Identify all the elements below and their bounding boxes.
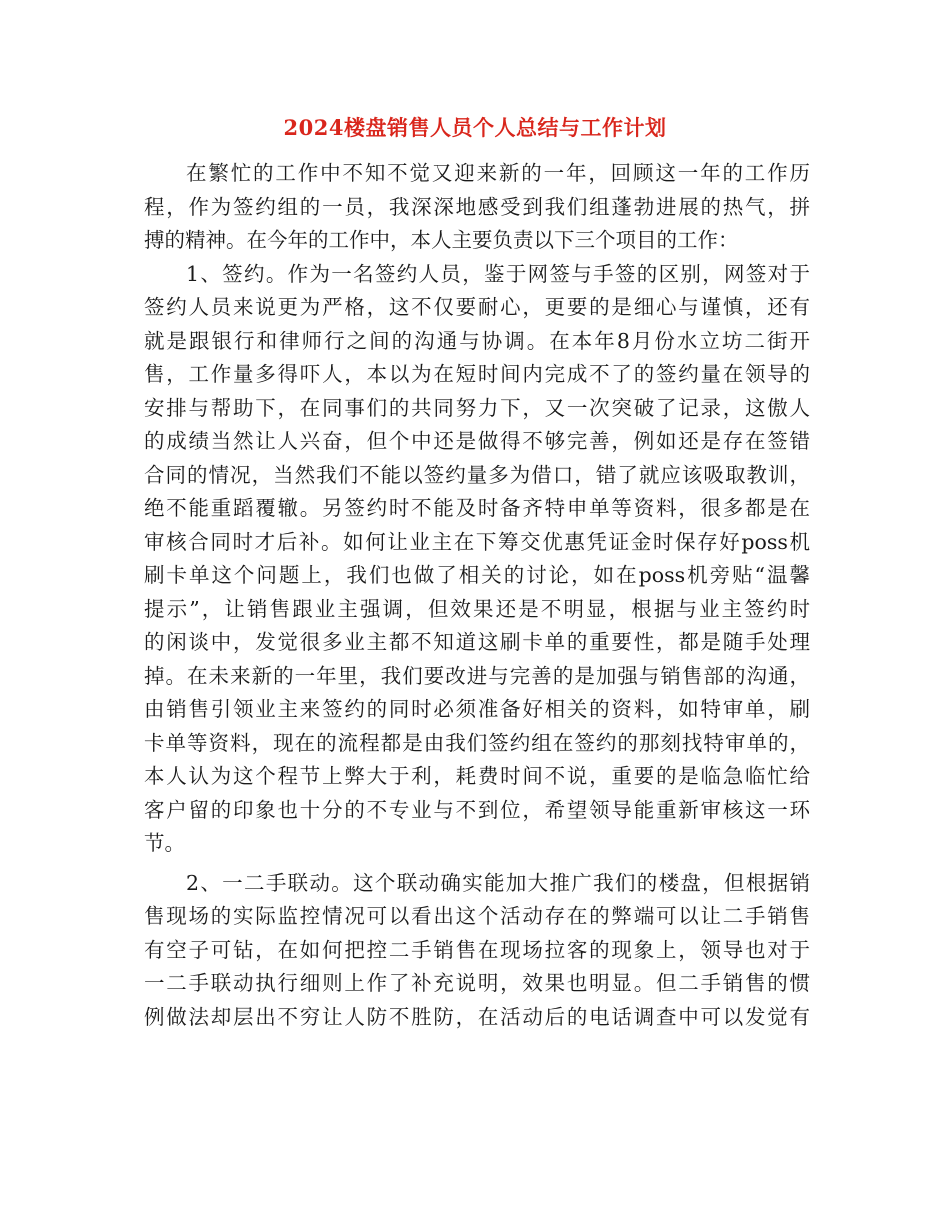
text-line: 在繁忙的工作中不知不觉又迎来新的一年，回顾这一年的工作历	[186, 161, 810, 185]
text-line: 合同的情况，当然我们不能以签约量多为借口，错了就应该吸取教训，	[144, 462, 810, 487]
text-line: 搏的精神。在今年的工作中，本人主要负责以下三个项目的工作：	[144, 228, 739, 252]
text-line: 卡单等资料，现在的流程都是由我们签约组在签约的那刻找特审单的，	[144, 730, 810, 755]
paragraph-signing	[144, 258, 810, 861]
text-line: 刷卡单这个问题上，我们也做了相关的讨论，如在poss机旁贴“温馨	[144, 563, 810, 587]
text-line: 审核合同时才后补。如何让业主在下筹交优惠凭证金时保存好poss机	[144, 529, 810, 554]
text-line: 一二手联动执行细则上作了补充说明，效果也明显。但二手销售的惯	[144, 971, 810, 995]
text-line: 本人认为这个程节上弊大于利，耗费时间不说，重要的是临急临忙给	[144, 764, 810, 788]
paragraph-intro	[144, 157, 810, 258]
text-line: 1、签约。作为一名签约人员，鉴于网签与手签的区别，网签对于	[186, 261, 810, 286]
text-line: 售现场的实际监控情况可以看出这个活动存在的弊端可以让二手销售	[144, 904, 810, 928]
text-line: 节。	[144, 831, 185, 855]
text-line: 客户留的印象也十分的不专业与不到位，希望领导能重新审核这一环	[144, 797, 810, 822]
paragraph-linkage	[144, 867, 810, 1035]
text-line: 签约人员来说更为严格，这不仅要耐心，更要的是细心与谨慎，还有	[144, 295, 810, 319]
text-line: 例做法却层出不穷让人防不胜防，在活动后的电话调查中可以发觉有	[144, 1004, 810, 1029]
text-line: 由销售引领业主来签约的同时必须准备好相关的资料，如特审单，刷	[144, 697, 810, 721]
document-body	[144, 157, 810, 1034]
text-line: 售，工作量多得吓人，本以为在短时间内完成不了的签约量在领导的	[144, 362, 810, 386]
text-line: 绝不能重蹈覆辙。另签约时不能及时备齐特申单等资料，很多都是在	[144, 496, 810, 520]
text-line: 就是跟银行和律师行之间的沟通与协调。在本年8月份水立坊二街开	[144, 328, 810, 353]
text-line: 的闲谈中，发觉很多业主都不知道这刷卡单的重要性，都是随手处理	[144, 630, 810, 654]
document-title: 2024楼盘销售人员个人总结与工作计划	[283, 115, 667, 140]
text-line: 2、一二手联动。这个联动确实能加大推广我们的楼盘，但根据销	[186, 870, 810, 895]
text-line: 程，作为签约组的一员，我深深地感受到我们组蓬勃进展的热气，拼	[144, 194, 810, 219]
text-line: 有空子可钻，在如何把控二手销售在现场拉客的现象上，领导也对于	[144, 937, 810, 962]
text-line: 安排与帮助下，在同事们的共同努力下，又一次突破了记录，这傲人	[144, 395, 810, 420]
text-line: 提示”，让销售跟业主强调，但效果还是不明显，根据与业主签约时	[144, 596, 810, 621]
text-line: 的成绩当然让人兴奋，但个中还是做得不够完善，例如还是存在签错	[144, 429, 810, 453]
text-line: 掉。在未来新的一年里，我们要改进与完善的是加强与销售部的沟通，	[144, 663, 810, 688]
